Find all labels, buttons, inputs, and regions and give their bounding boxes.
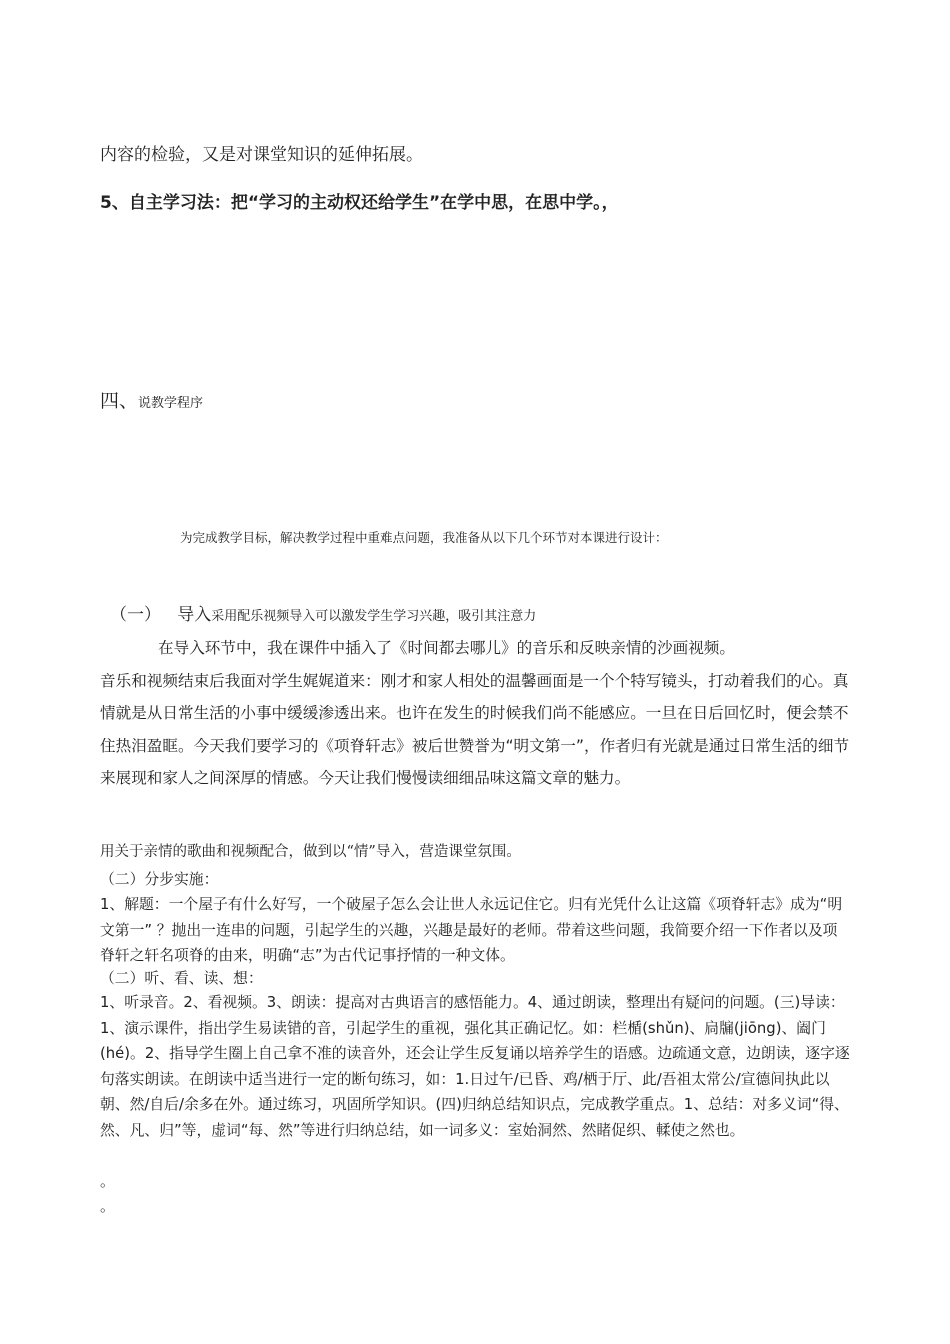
section-4-title: 说教学程序: [138, 396, 204, 411]
part-1-label: （一） 导入: [110, 605, 212, 625]
part-2-body: 1、解题：一个屋子有什么好写，一个破屋子怎么会让世人永远记住它。归有光凭什么让这篇《项脊轩志》成为“明文第一” ？抛出一连串的问题，引起学生的兴趣，兴趣是最好的老师。带着这些问题，我简要介绍一下作者以及项脊轩之轩名项脊的由来，明确“志”为古代记事抒情的一种文体。: [100, 896, 843, 964]
intro-summary-note: 用关于亲情的歌曲和视频配合，做到以“情”导入，营造课堂氛围。: [100, 844, 521, 860]
intro-paragraph-first: 在导入环节中，我在课件中插入了《时间都去哪儿》的音乐和反映亲情的沙画视频。: [158, 639, 735, 657]
part-1-heading: [110, 600, 536, 625]
part-2b-body: 1、听录音。2、看视频。3、朗读：提高对古典语言的感悟能力。4、通过朗读，整理出有疑问的问题。(三)导读：1、演示课件，指出学生易读错的音，引起学生的重视，强化其正确记忆。如：栏楯(shǔn)、扃牖(jiōng)、阖门(hé)。2、指导学生圈上自己拿不准的读音外，还会让学生反复诵以培养学生的语感。边疏通文意，边朗读，逐字逐句落实朗读。在朗读中适当进行一定的断句练习，如：1.日过午/已昏、鸡/栖于厅、此/吾祖太常公/宣德间执此以朝、然/自后/余多在外。通过练习，巩固所学知识。(四)归纳总结知识点，完成教学重点。1、总结：对多义词“得、然、凡、归”等，虚词“每、然”等进行归纳总结，如一词多义：室始洞然、然睹促织、輮使之然也。: [100, 994, 850, 1139]
part-2b-heading: （二）听、看、读、想：: [100, 970, 263, 987]
section-4-number: 四、: [100, 390, 139, 412]
section-4-heading: [100, 386, 203, 413]
intro-paragraph-rest: 音乐和视频结束后我面对学生娓娓道来：刚才和家人相处的温馨画面是一个个特写镜头，打动着我们的心。真情就是从日常生活的小事中缓缓渗透出来。也许在发生的时候我们尚不能感应。一旦在日后回忆时，便会禁不住热泪盈眶。今天我们要学习的《项脊轩志》被后世赞誉为“明文第一”，作者归有光就是通过日常生活的细节来展现和家人之间深厚的情感。今天让我们慢慢读细细品味这篇文章的魅力。: [100, 671, 850, 787]
continuation-text: 内容的检验，又是对课堂知识的延伸拓展。: [100, 145, 423, 165]
trailing-period-2: 。: [100, 1197, 116, 1215]
part-2-heading: （二）分步实施：: [100, 871, 219, 888]
trailing-period-1: 。: [100, 1172, 116, 1190]
intro-paragraph: [100, 632, 850, 795]
intro-text: 为完成教学目标，解决教学过程中重难点问题，我准备从以下几个环节对本课进行设计：: [180, 530, 668, 545]
part-1-note: 采用配乐视频导入可以激发学生学习兴趣，吸引其注意力: [211, 609, 537, 624]
method-5-heading: 5、自主学习法：把“学习的主动权还给学生”在学中思，在思中学。，: [100, 193, 619, 213]
